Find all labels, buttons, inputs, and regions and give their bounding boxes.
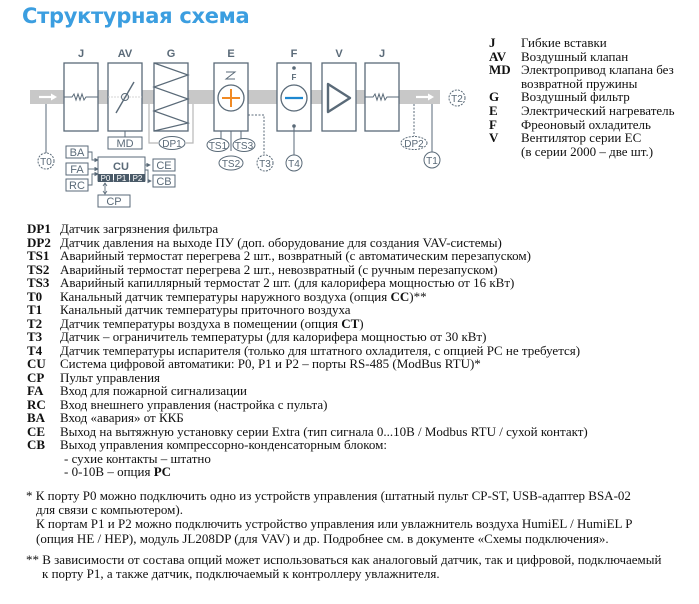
list-item <box>27 371 697 385</box>
footnote-1-line: К портам P1 и P2 можно подключить устройство управления или увлажнитель воздуха HumiEL / HumiEL P <box>36 516 633 532</box>
item-text: Аварийный термостат перегрева 2 шт., возвратный (с автоматическим перезапуском) <box>60 248 531 263</box>
legend-item <box>489 118 675 132</box>
legend-text: Электрический нагреватель <box>521 102 675 118</box>
tag-dp2: DP2 <box>404 139 424 150</box>
cooler-inner-label: F <box>291 73 297 82</box>
list-item <box>27 303 697 317</box>
legend-item <box>489 36 675 50</box>
tag-ts1: TS1 <box>208 141 228 152</box>
tag-cu: CU <box>113 161 129 173</box>
tag-t1: T1 <box>426 156 438 167</box>
item-code: BA <box>27 410 46 425</box>
legend-text-continued: возвратной пружины <box>521 75 638 91</box>
item-text: Вход «авария» от ККБ <box>60 410 184 425</box>
item-code: TS3 <box>27 275 50 290</box>
legend-code: E <box>489 102 498 118</box>
item-code: CU <box>27 356 46 371</box>
footnote-1-line: для связи с компьютером). <box>36 502 183 518</box>
block-label-e: E <box>227 48 235 60</box>
item-text <box>60 317 364 331</box>
legend-text: Гибкие вставки <box>521 35 607 50</box>
legend-code: G <box>489 89 500 105</box>
footnote-2-line: ** В зависимости от состава опций может использоваться как аналоговый датчик, так и цифровой, подключаемый <box>26 551 662 567</box>
item-code: CP <box>27 369 45 385</box>
list-item <box>27 290 697 304</box>
tag-p2: P2 <box>132 174 143 183</box>
fan-block <box>322 63 356 131</box>
item-code: T4 <box>27 342 43 358</box>
footnotes <box>26 489 696 581</box>
tag-ba: BA <box>69 147 85 159</box>
option-code: CT <box>341 315 360 331</box>
footnote-2-line: к порту P1, а также датчик, подключаемый к контроллеру увлажнителя. <box>42 566 440 582</box>
legend-item <box>489 104 675 118</box>
sub-text: - 0-10В – опция <box>64 464 154 479</box>
tag-ce: CE <box>156 160 172 172</box>
list-item <box>27 438 697 452</box>
item-code: T2 <box>27 315 43 331</box>
item-text: Датчик температуры испарителя (только для штатного охладителя, с опцией PC не требуется) <box>60 342 581 358</box>
list-item <box>27 249 697 263</box>
legend-code: MD <box>489 62 511 78</box>
item-code: TS1 <box>27 248 50 263</box>
item-text-tail: )** <box>409 288 427 304</box>
legend-item <box>489 90 675 104</box>
legend-item <box>489 50 675 64</box>
block-label-g: G <box>166 48 176 60</box>
tag-ts3: TS3 <box>234 141 254 152</box>
flex-insert-block-1 <box>64 63 98 131</box>
list-item <box>27 357 697 371</box>
item-code: RC <box>27 396 46 412</box>
air-valve-block <box>108 63 142 131</box>
item-code: T0 <box>27 288 43 304</box>
legend-text: Воздушный фильтр <box>521 89 630 105</box>
footnote-1-line: * К порту P0 можно подключить одно из устройств управления (штатный пульт CP-ST, USB-адаптер BSA-02 <box>26 488 631 503</box>
tag-fa: FA <box>70 164 84 176</box>
item-text-main: Канальный датчик температуры наружного воздуха (опция <box>60 288 391 304</box>
tag-dp1: DP1 <box>162 139 182 150</box>
block-label-v: V <box>335 48 343 60</box>
tag-t0: T0 <box>40 157 52 168</box>
legend-item <box>489 131 675 145</box>
legend-code: V <box>489 130 499 146</box>
list-item <box>27 384 697 398</box>
legend-code: F <box>489 116 497 132</box>
tag-t2: T2 <box>451 94 463 105</box>
legend-text-continued: (в серии 2000 – две шт.) <box>521 143 654 159</box>
tag-ts2: TS2 <box>221 159 241 170</box>
tag-p0: P0 <box>100 174 111 183</box>
item-text: Аварийный термостат перегрева 2 шт., невозвратный (с ручным перезапуском) <box>60 261 498 277</box>
item-text: Пульт управления <box>60 369 161 385</box>
tag-t3: T3 <box>259 159 271 170</box>
item-code: T1 <box>27 302 43 317</box>
list-item <box>27 263 697 277</box>
list-item <box>27 425 697 439</box>
item-text: Выход на вытяжную установку серии Extra (тип сигнала 0...10В / Modbus RTU / сухой контакт) <box>60 423 588 439</box>
legend-code: J <box>489 35 496 50</box>
list-item <box>27 398 697 412</box>
structural-diagram <box>0 0 470 215</box>
component-legend <box>489 36 675 158</box>
electric-heater-block <box>214 63 248 131</box>
item-text: Датчик давления на выходе ПУ (доп. оборудование для создания VAV-системы) <box>60 234 502 250</box>
list-item <box>27 222 697 236</box>
item-text: Вход для пожарной сигнализации <box>60 383 247 398</box>
list-item <box>27 276 697 290</box>
footnote-1-line: (опция HE / HEP), модуль JL208DP (для VAV) и др. Подробнее см. в документе «Схемы подключения». <box>36 530 609 546</box>
tag-rc: RC <box>69 180 85 192</box>
cb-sub-item: - сухие контакты – штатно <box>64 450 211 466</box>
legend-text: Электропривод клапана без <box>521 62 674 78</box>
tag-md: MD <box>116 138 134 150</box>
item-code: CE <box>27 423 46 439</box>
tag-p1: P1 <box>116 174 127 183</box>
item-text-tail: ) <box>359 315 364 331</box>
item-text: Система цифровой автоматики: P0, P1 и P2 – порты RS-485 (ModBus RTU)* <box>60 356 481 371</box>
item-code: DP1 <box>27 221 51 236</box>
list-item <box>27 330 697 344</box>
filter-block <box>154 63 188 131</box>
option-code: CC <box>390 288 410 304</box>
designations-list <box>27 222 697 479</box>
item-code: TS2 <box>27 261 50 277</box>
block-label-j2: J <box>378 48 386 60</box>
block-label-f: F <box>290 48 298 60</box>
item-code: FA <box>27 383 44 398</box>
tag-cp: CP <box>106 196 122 208</box>
legend-code: AV <box>489 48 507 64</box>
cb-sub-item <box>27 465 697 479</box>
list-item <box>27 344 697 358</box>
item-text-main: Датчик температуры воздуха в помещении (опция <box>60 315 342 331</box>
legend-text: Фреоновый охладитель <box>521 116 651 132</box>
item-text <box>60 290 427 304</box>
item-code: CB <box>27 437 46 452</box>
list-item <box>27 411 697 425</box>
tag-t4: T4 <box>288 159 300 170</box>
legend-text: Воздушный клапан <box>521 48 629 64</box>
legend-item <box>489 63 675 77</box>
item-code: DP2 <box>27 234 51 250</box>
item-text: Выход управления компрессорно-конденсаторным блоком: <box>60 437 388 452</box>
tag-cb: CB <box>156 176 172 188</box>
legend-text: Вентилятор серии EC <box>521 130 642 146</box>
item-text: Аварийный капиллярный термостат 2 шт. (для калорифера мощностью от 16 кВт) <box>60 275 515 290</box>
block-label-av: AV <box>117 48 133 60</box>
page-title: Структурная схема <box>22 4 250 28</box>
item-text: Датчик загрязнения фильтра <box>60 221 219 236</box>
item-text: Датчик – ограничитель температуры (для калорифера мощностью от 30 кВт) <box>60 329 487 344</box>
list-item <box>27 236 697 250</box>
option-code: PC <box>153 464 172 479</box>
list-item <box>27 317 697 331</box>
item-code: T3 <box>27 329 43 344</box>
item-text: Вход внешнего управления (настройка с пульта) <box>60 396 328 412</box>
flex-insert-block-2 <box>365 63 399 131</box>
item-text: Канальный датчик температуры приточного воздуха <box>60 302 351 317</box>
block-label-j1: J <box>77 48 85 60</box>
